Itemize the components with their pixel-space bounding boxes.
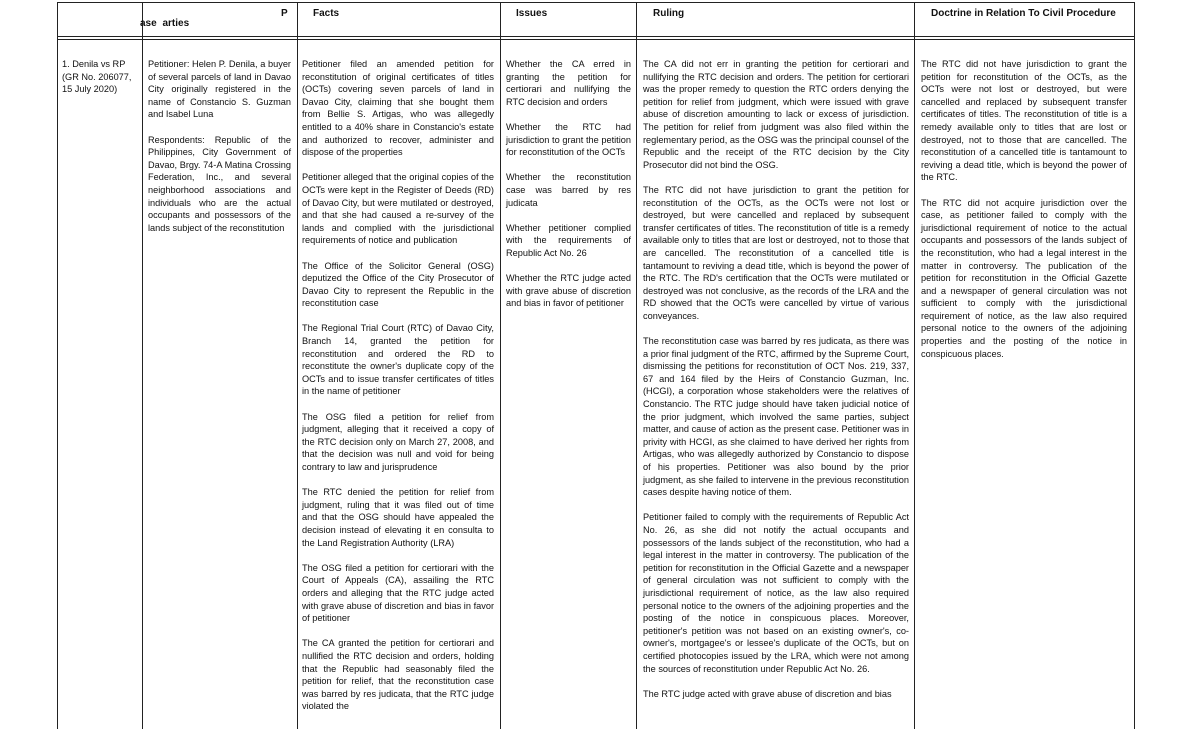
ruling-cell (643, 58, 909, 713)
column-divider-3 (500, 2, 501, 729)
header-double-border (57, 39, 1135, 40)
column-divider-5 (914, 2, 915, 729)
header-case-p: P (281, 8, 288, 19)
ruling-paragraph: The reconstitution case was barred by res judicata, as there was a prior final judgment of the RTC, affirmed by the Supreme Court, dismissing the petitions for reconstitution of OCT Nos. 219, 337, 67 and 164 filed by the Heirs of Constancio Guzman, Inc. (HCGI), a corporation whose stakeholders were the relatives of Constancio. The RTC judge should have taken judicial notice of the prior judgment, which involved the same parties, subject matter, and cause of action as the present case. Petitioner was in privity with HCGI, as she claimed to have derived her rights from Artigas, who was allegedly authorized by Constancio to dispose of his properties. Petitioner was also bound by the prior judgment, as she failed to intervene in the previous reconstitution cases despite having notice of them. (643, 336, 909, 498)
doctrine-paragraph: The RTC did not acquire jurisdiction over the case, as petitioner failed to comply with the jurisdictional requirement of notice to the actual occupants and possessors of the lands subject of the reconstitution, who had a legal interest in the matter in controversy. The publication of the petition for reconstitution in the Official Gazette and a newspaper of general circulation was not sufficient to comply with the jurisdictional requirement of notice, as the law also required personal notice to the owners of the adjoining properties and the posting of the notice in conspicuous places. (921, 197, 1127, 359)
column-divider-1 (142, 2, 143, 729)
ruling-paragraph: The RTC did not have jurisdiction to grant the petition for reconstitution of the OCTs, as the OCTs were not lost or destroyed, but were cancelled and replaced by subsequent transfer certificates of titles. The reconstitution of title is a remedy available only to titles that are lost or destroyed, not to those that are cancelled. The reconstitution of a cancelled title is tantamount to reviving a dead title, which is beyond the power of the RTC. The RD's certification that the OCTs were mutilated or destroyed was not conclusive, as the records of the LRA and the RD showed that the OCTs were cancelled by virtue of various conveyances. (643, 184, 909, 321)
fact-paragraph: Petitioner alleged that the original copies of the OCTs were kept in the Register of Deeds (RD) of Davao City, but were mutilated or destroyed, and that she had caused a re-survey of the lands and complied with the jurisdictional requirements of notice and publication (302, 172, 494, 246)
ruling-paragraph: The RTC judge acted with grave abuse of discretion and bias (643, 688, 892, 699)
table-left-border (57, 2, 58, 729)
doctrine-cell (921, 58, 1127, 373)
ruling-paragraph: The CA did not err in granting the petition for certiorari and nullifying the RTC decision and orders. The petition for certiorari was the proper remedy to question the RTC orders denying the petition for relief from judgment, which were issued with grave abuse of discretion amounting to lack or excess of jurisdiction. The petition for relief from judgment was also filed within the reglementary period, as the OSG was the principal counsel of the Republic and the receipt of the RTC decision by the City Prosecutor did not bind the OSG. (643, 59, 909, 170)
issues-cell (506, 58, 631, 322)
fact-paragraph: The CA granted the petition for certiorari and nullified the RTC decision and orders, holding that the Republic had seasonably filed the petition for relief, that the reconstitution case was barred by res judicata, that the RTC judge violated the (302, 638, 494, 712)
fact-paragraph: The OSG filed a petition for relief from judgment, alleging that it received a copy of the RTC decision only on March 27, 2008, and that the decision was null and void for being contrary to law and jurisprudence (302, 411, 494, 472)
header-facts: Facts (313, 8, 340, 19)
fact-paragraph: The RTC denied the petition for relief from judgment, ruling that it was filed out of time and that the OSG should have appealed the decision instead of elevating it en consulta to the Land Registration Authority (LRA) (302, 487, 494, 548)
fact-paragraph: The Office of the Solicitor General (OSG) deputized the Office of the City Prosecutor of Davao City to represent the Republic in the reconstitution case (302, 260, 494, 309)
header-bottom-border (57, 36, 1135, 37)
column-divider-2 (297, 2, 298, 729)
parties-petitioner: Petitioner: Helen P. Denila, a buyer of several parcels of land in Davao City originally registered in the name of Constancio S. Guzman and Isabel Luna (148, 59, 291, 120)
column-divider-4 (636, 2, 637, 729)
header-ruling: Ruling (653, 8, 685, 19)
fact-paragraph: The Regional Trial Court (RTC) of Davao City, Branch 14, granted the petition for reconstitution and ordered the RD to reconstitute the owner's duplicate copy of the OCTs and to issue transfer certificates of titles in the name of petitioner (302, 323, 494, 397)
header-case-parties: ase arties (140, 18, 190, 29)
issue-item: Whether the RTC judge acted with grave abuse of discretion and bias in favor of petitioner (506, 273, 631, 309)
issue-item: Whether the reconstitution case was barred by res judicata (506, 172, 631, 208)
header-doctrine: Doctrine in Relation To Civil Procedure (931, 8, 1116, 19)
issue-item: Whether petitioner complied with the requirements of Republic Act No. 26 (506, 222, 631, 258)
fact-paragraph: The OSG filed a petition for certiorari with the Court of Appeals (CA), assailing the RTC orders and alleging that the RTC judge acted with grave abuse of discretion and bias in favor of petitioner (302, 562, 494, 624)
case-title-cell (62, 58, 140, 96)
parties-respondents: Respondents: Republic of the Philippines, City Government of Davao, Brgy. 74-A Matina Crossing Federation, Inc., and several neighborhood associations and individuals who are the actual occupants and possessors of the lands subject of the reconstitution (148, 134, 291, 233)
table-top-border (57, 2, 1135, 3)
fact-paragraph: Petitioner filed an amended petition for reconstitution of original certificates of titles (OCTs) covering seven parcels of land in Davao City, claiming that she bought them from Bellie S. Artigas, who was allegedly entitled to a 40% share in Constancio's estate and authorized to recover, administer and dispose of the properties (302, 59, 494, 158)
header-issues: Issues (516, 8, 548, 19)
doctrine-paragraph: The RTC did not have jurisdiction to grant the petition for reconstitution of the OCTs, as the OCTs were not lost or destroyed, but were cancelled and replaced by subsequent transfer certificates of titles. The reconstitution of title is a remedy available only to titles that are lost or destroyed, not to those that are cancelled. The reconstitution of a cancelled title is tantamount to reviving a dead title, which is beyond the power of the RTC. (921, 59, 1127, 183)
ruling-paragraph: Petitioner failed to comply with the requirements of Republic Act No. 26, as she did not notify the actual occupants and possessors of the lands subject of the reconstitution, who had a legal interest in the matter in controversy. The publication of the petition for reconstitution in the Official Gazette and a newspaper of general circulation was not sufficient to comply with the jurisdictional requirement of notice, as the law also required personal notice to the owners of the adjoining properties and the posting of the notice in conspicuous places. Moreover, petitioner's petition was not based on an existing owner's, co-owner's, mortgagee's or lessee's duplicate of the OCTs, but on certified photocopies issued by the LRA, which were not among the sources of reconstitution under Republic Act No. 26. (643, 512, 909, 674)
issue-item: Whether the RTC had jurisdiction to grant the petition for reconstitution of the OCTs (506, 121, 631, 158)
parties-cell (148, 58, 291, 247)
issue-item: Whether the CA erred in granting the petition for certiorari and nullifying the RTC decision and orders (506, 59, 631, 107)
table-right-border (1134, 2, 1135, 729)
case-title: 1. Denila vs RP (GR No. 206077, 15 July 2020) (62, 59, 132, 95)
facts-cell (302, 58, 494, 725)
